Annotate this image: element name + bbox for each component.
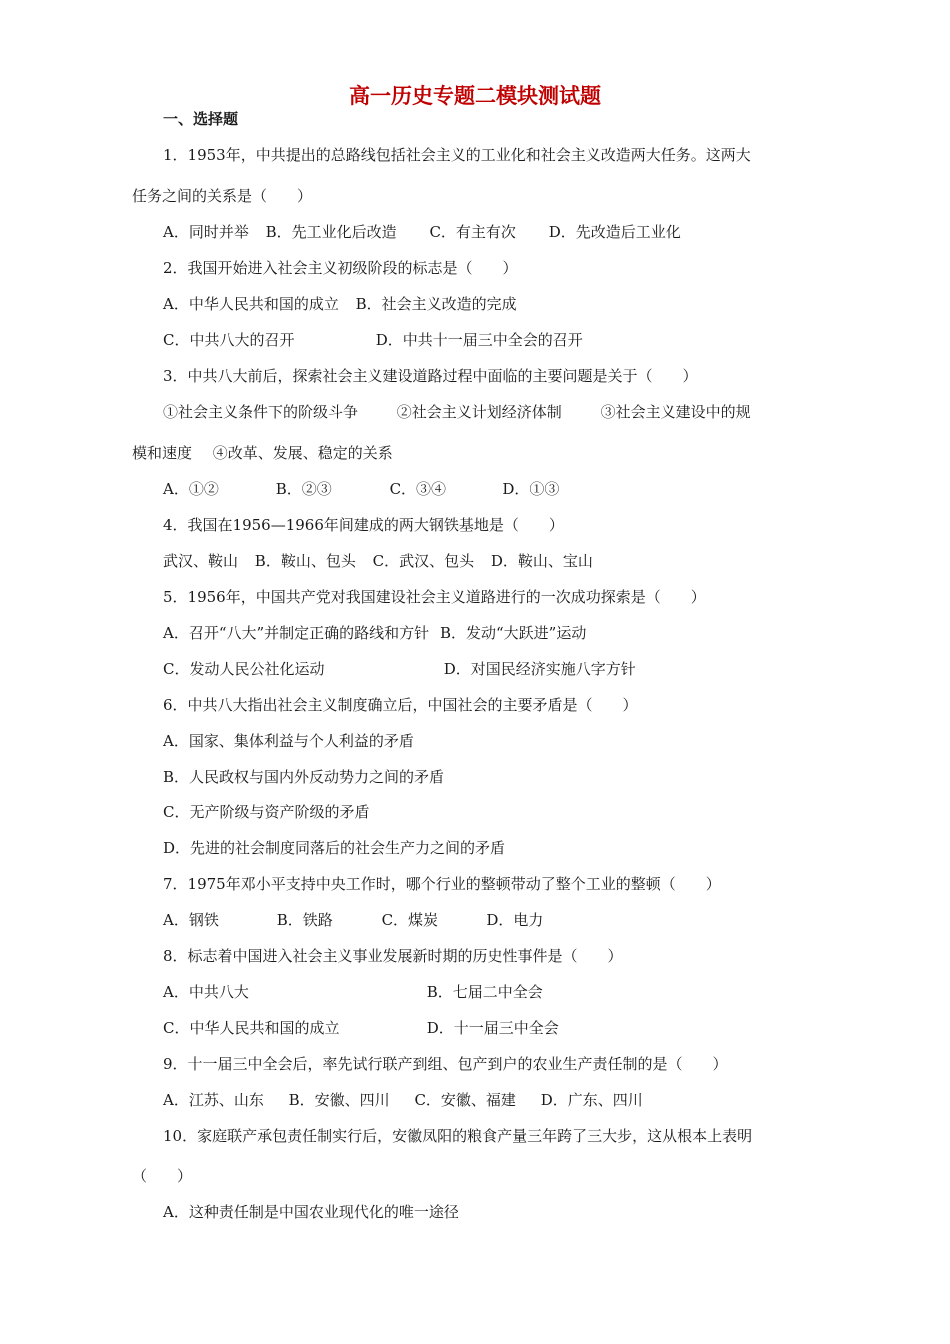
q1-stem-cont: 任务之间的关系是（ ） — [132, 187, 313, 205]
section-heading: 一、选择题 — [163, 110, 239, 128]
q8-options-row2 — [163, 1018, 559, 1038]
q3-item-3-cont: 模和速度 — [132, 444, 193, 462]
q6-option-c[interactable]: C．无产阶级与资产阶级的矛盾 — [163, 803, 370, 821]
page-title: 高一历史专题二模块测试题 — [349, 84, 601, 108]
q4-option-c[interactable]: C．武汉、包头 — [372, 552, 475, 570]
q8-option-d[interactable]: D．十一届三中全会 — [426, 1019, 559, 1037]
q4-option-d[interactable]: D．鞍山、宝山 — [490, 552, 593, 570]
q3-items-cont — [132, 443, 393, 463]
q9-option-c[interactable]: C．安徽、福建 — [414, 1091, 516, 1109]
q4-option-a[interactable]: 武汉、鞍山 — [163, 552, 239, 570]
q7-option-d[interactable]: D．电力 — [486, 911, 544, 929]
q2-option-d[interactable]: D．中共十一届三中全会的召开 — [375, 331, 583, 349]
q3-item-3: ③社会主义建设中的规 — [600, 403, 751, 421]
q7-option-b[interactable]: B．铁路 — [276, 911, 333, 929]
q2-options-row2 — [163, 330, 583, 350]
q3-options — [163, 479, 559, 499]
q3-option-b[interactable]: B．②③ — [275, 480, 332, 498]
q3-item-4: ④改革、发展、稳定的关系 — [212, 444, 393, 462]
q1-option-d[interactable]: D．先改造后工业化 — [548, 223, 681, 241]
q9-stem: 9．十一届三中全会后，率先试行联产到组、包产到户的农业生产责任制的是（ ） — [163, 1055, 728, 1073]
q8-stem: 8．标志着中国进入社会主义事业发展新时期的历史性事件是（ ） — [163, 947, 623, 965]
q5-option-c[interactable]: C．发动人民公社化运动 — [163, 660, 325, 678]
q5-option-b[interactable]: B．发动“大跃进”运动 — [439, 624, 587, 642]
q8-options-row1 — [163, 982, 543, 1002]
q3-stem: 3．中共八大前后，探索社会主义建设道路过程中面临的主要问题是关于（ ） — [163, 367, 698, 385]
q8-option-a[interactable]: A．中共八大 — [163, 983, 249, 1001]
q3-item-1: ①社会主义条件下的阶级斗争 — [163, 403, 359, 421]
q5-options-row2 — [163, 659, 636, 679]
q6-stem: 6．中共八大指出社会主义制度确立后，中国社会的主要矛盾是（ ） — [163, 696, 638, 714]
q10-stem-cont: （ ） — [132, 1167, 193, 1185]
q5-option-a[interactable]: A．召开“八大”并制定正确的路线和方针 — [163, 624, 430, 642]
q9-options — [163, 1090, 643, 1110]
q2-option-a[interactable]: A．中华人民共和国的成立 — [163, 295, 339, 313]
q7-options — [163, 910, 543, 930]
q1-options — [163, 222, 681, 242]
q8-option-c[interactable]: C．中华人民共和国的成立 — [163, 1019, 340, 1037]
q3-items — [163, 402, 751, 422]
q10-stem: 10．家庭联产承包责任制实行后，安徽凤阳的粮食产量三年跨了三大步，这从根本上表明 — [163, 1127, 753, 1145]
q5-option-d[interactable]: D．对国民经济实施八字方针 — [443, 660, 636, 678]
q1-stem: 1．1953年，中共提出的总路线包括社会主义的工业化和社会主义改造两大任务。这两大 — [163, 146, 751, 164]
q6-option-d[interactable]: D．先进的社会制度同落后的社会生产力之间的矛盾 — [163, 839, 506, 857]
q7-option-a[interactable]: A．钢铁 — [163, 911, 219, 929]
q1-option-c[interactable]: C．有主有次 — [429, 223, 516, 241]
q7-stem: 7．1975年邓小平支持中央工作时，哪个行业的整顿带动了整个工业的整顿（ ） — [163, 875, 721, 893]
q4-stem: 4．我国在1956—1966年间建成的两大钢铁基地是（ ） — [163, 516, 564, 534]
q3-option-a[interactable]: A．①② — [163, 480, 219, 498]
q2-options-row1 — [163, 294, 517, 314]
q3-option-d[interactable]: D．①③ — [502, 480, 560, 498]
q4-option-b[interactable]: B．鞍山、包头 — [254, 552, 356, 570]
q2-option-b[interactable]: B．社会主义改造的完成 — [355, 295, 517, 313]
q3-item-2: ②社会主义计划经济体制 — [396, 403, 562, 421]
q9-option-a[interactable]: A．江苏、山东 — [163, 1091, 264, 1109]
q2-stem: 2．我国开始进入社会主义初级阶段的标志是（ ） — [163, 259, 518, 277]
q2-option-c[interactable]: C．中共八大的召开 — [163, 331, 295, 349]
q9-option-d[interactable]: D．广东、四川 — [540, 1091, 643, 1109]
q5-options-row1 — [163, 623, 586, 643]
q1-option-b[interactable]: B．先工业化后改造 — [265, 223, 397, 241]
q4-options — [163, 551, 593, 571]
q8-option-b[interactable]: B．七届二中全会 — [426, 983, 543, 1001]
q5-stem: 5．1956年，中国共产党对我国建设社会主义道路进行的一次成功探索是（ ） — [163, 588, 706, 606]
q6-option-b[interactable]: B．人民政权与国内外反动势力之间的矛盾 — [163, 768, 445, 786]
q3-option-c[interactable]: C．③④ — [389, 480, 447, 498]
q7-option-c[interactable]: C．煤炭 — [381, 911, 439, 929]
q6-option-a[interactable]: A．国家、集体利益与个人利益的矛盾 — [163, 732, 414, 750]
q10-option-a[interactable]: A．这种责任制是中国农业现代化的唯一途径 — [163, 1203, 459, 1221]
q1-option-a[interactable]: A．同时并举 — [163, 223, 249, 241]
q9-option-b[interactable]: B．安徽、四川 — [288, 1091, 390, 1109]
